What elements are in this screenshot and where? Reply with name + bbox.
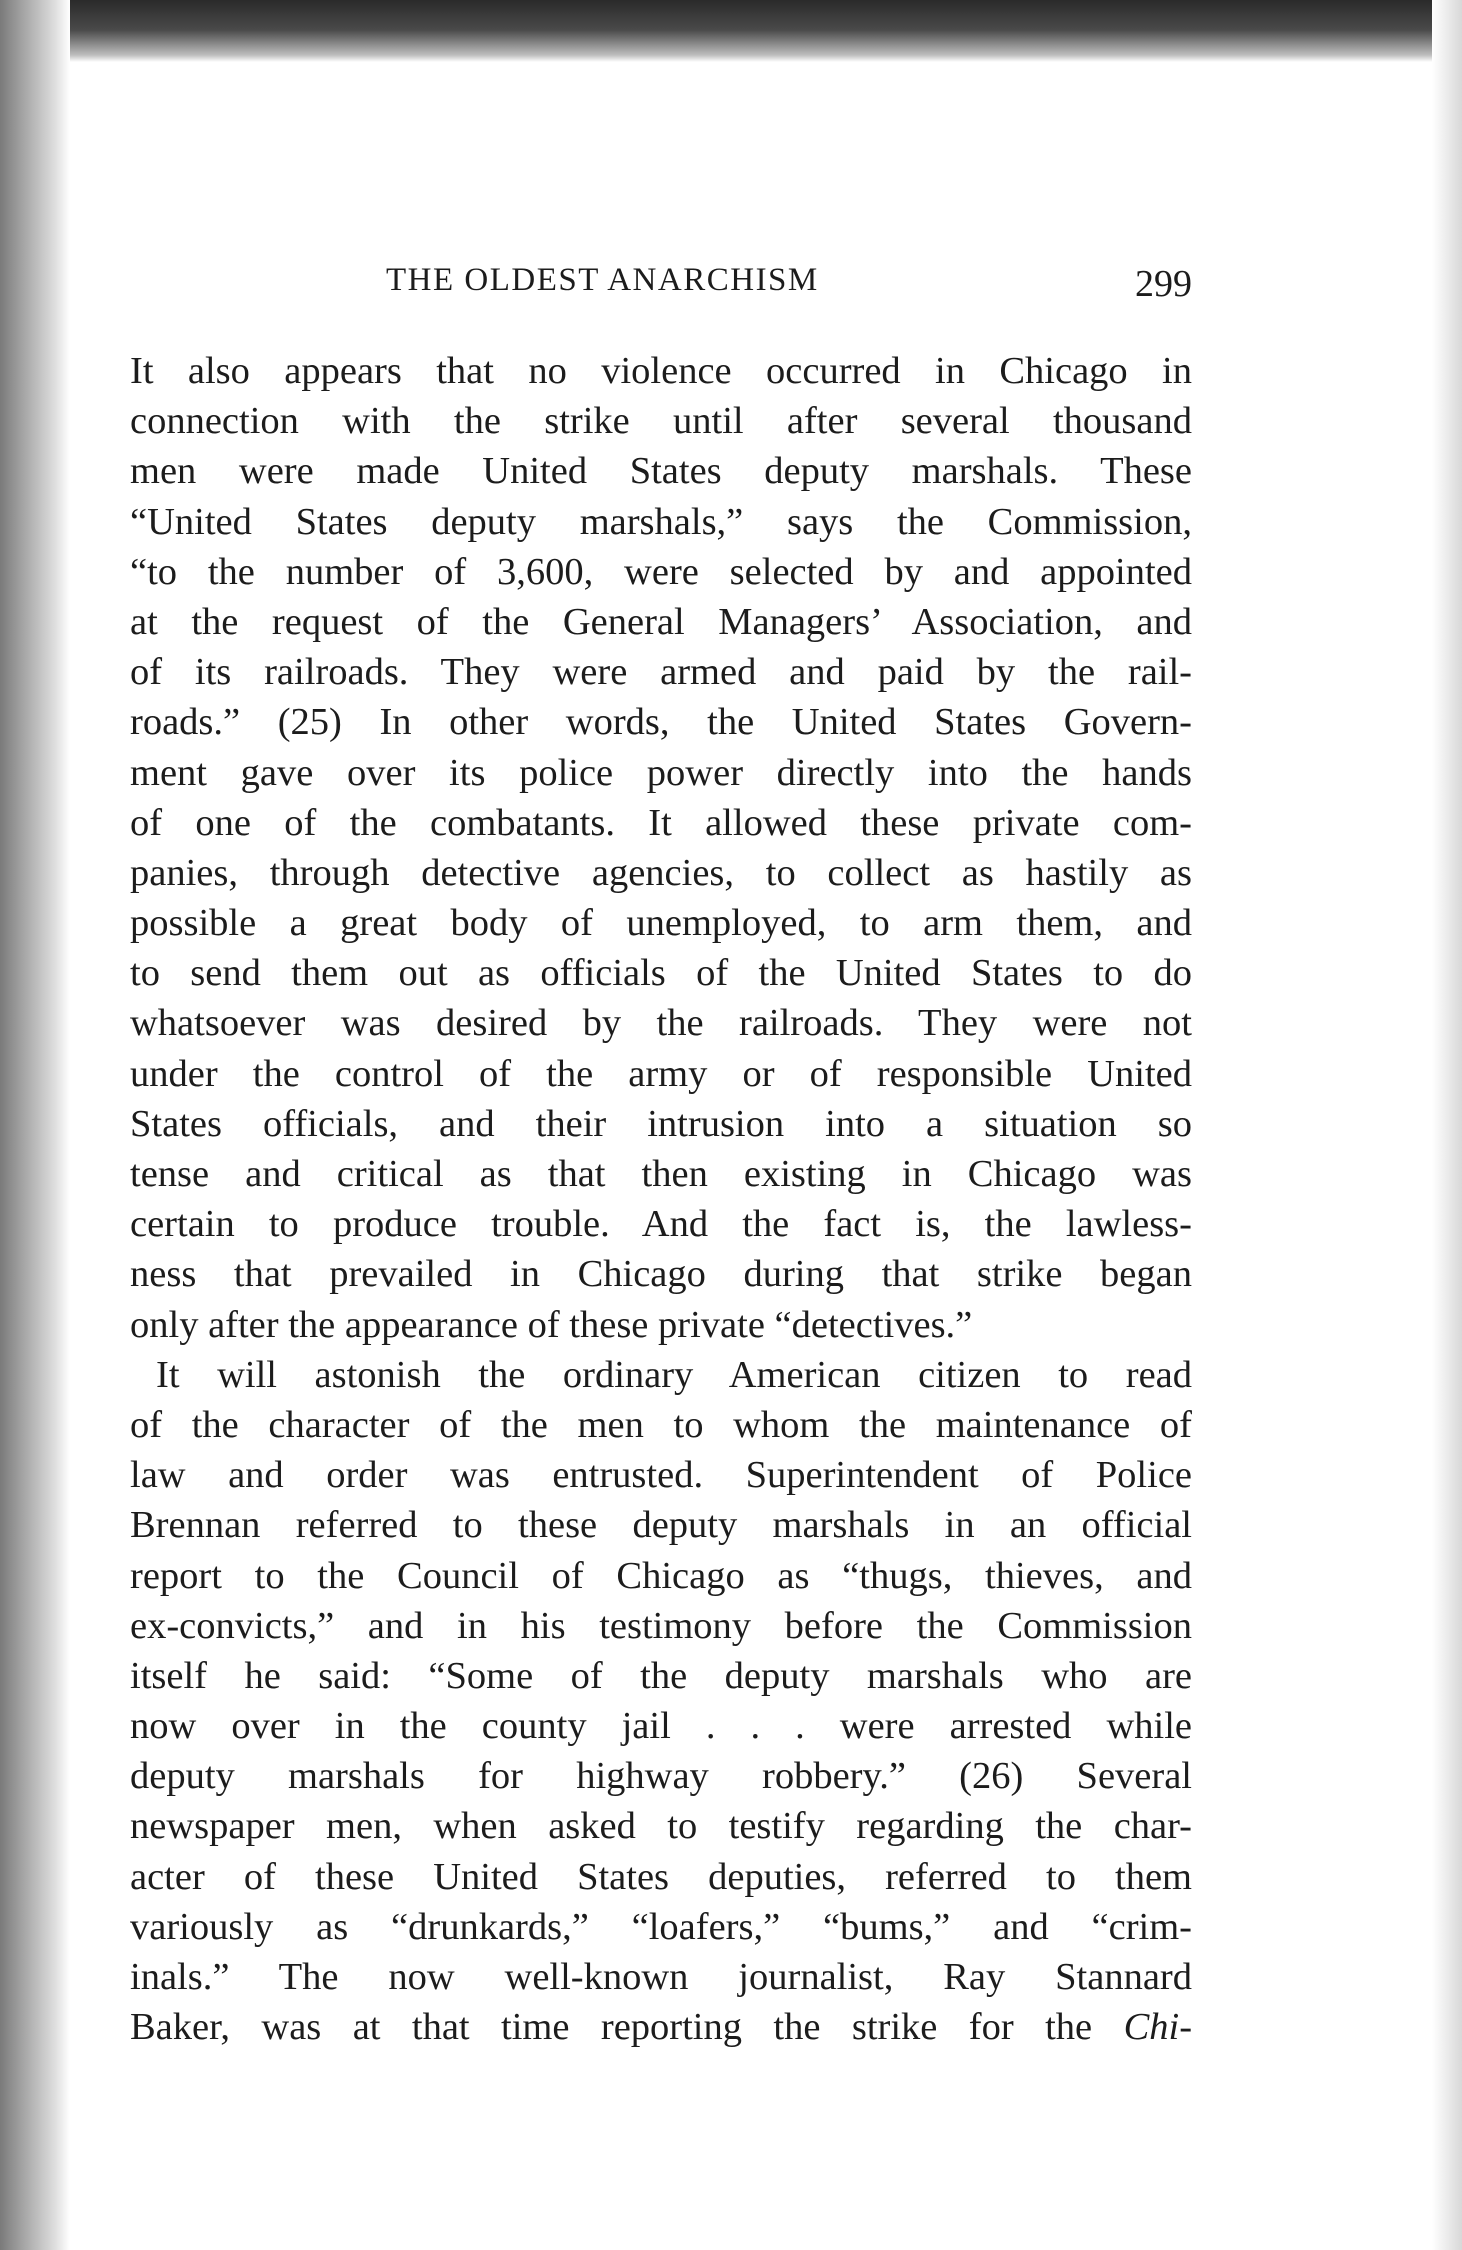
text-line: at the request of the General Managers’ Association, and	[130, 600, 1192, 643]
text-line: of its railroads. They were armed and paid by the rail-	[130, 651, 1192, 694]
book-page	[130, 262, 1193, 2049]
text-line: of one of the combatants. It allowed these private com-	[130, 801, 1192, 844]
page-number: 299	[1135, 263, 1192, 305]
text-line: report to the Council of Chicago as “thugs, thieves, and	[130, 1554, 1192, 1597]
text-line: law and order was entrusted. Superintendent of Police	[130, 1454, 1192, 1497]
text-line: ment gave over its police power directly into the hands	[130, 751, 1192, 794]
paragraph-start-line: It will astonish the ordinary American citizen to read	[156, 1353, 1192, 1396]
text-line: ness that prevailed in Chicago during that strike began	[130, 1253, 1192, 1296]
text-line: connection with the strike until after several thousand	[130, 400, 1192, 443]
text-line: States officials, and their intrusion into a situation so	[130, 1102, 1192, 1145]
scan-shadow-left	[0, 0, 70, 2250]
text-line: variously as “drunkards,” “loafers,” “bums,” and “crim-	[130, 1905, 1192, 1948]
paragraph-end-line: only after the appearance of these private “detectives.”	[130, 1303, 973, 1346]
text-line: deputy marshals for highway robbery.” (26) Several	[130, 1755, 1192, 1798]
text-line: certain to produce trouble. And the fact is, the lawless-	[130, 1203, 1192, 1246]
text-line: newspaper men, when asked to testify regarding the char-	[130, 1805, 1192, 1848]
scan-shadow-top	[0, 0, 1462, 62]
text-line: panies, through detective agencies, to collect as hastily as	[130, 851, 1192, 894]
final-line-text: Baker, was at that time reporting the strike for the	[130, 2006, 1093, 2049]
text-line: under the control of the army or of responsible United	[130, 1052, 1192, 1095]
running-title: THE OLDEST ANARCHISM	[386, 262, 819, 298]
text-line: roads.” (25) In other words, the United States Govern-	[130, 701, 1192, 744]
text-line: It also appears that no violence occurred in Chicago in	[130, 350, 1192, 392]
text-line: possible a great body of unemployed, to arm them, and	[130, 902, 1192, 945]
text-line: now over in the county jail . . . were arrested while	[130, 1705, 1192, 1748]
text-line: Brennan referred to these deputy marshals in an official	[130, 1504, 1192, 1547]
text-line: inals.” The now well-known journalist, Ray Stannard	[130, 1956, 1192, 1998]
text-line: of the character of the men to whom the maintenance of	[130, 1403, 1192, 1446]
text-line: ex-convicts,” and in his testimony before the Commission	[130, 1604, 1192, 1647]
text-line: itself he said: “Some of the deputy marshals who are	[130, 1654, 1192, 1697]
text-line: acter of these United States deputies, referred to them	[130, 1855, 1192, 1898]
text-line: “United States deputy marshals,” says the Commission,	[130, 500, 1192, 543]
text-line: “to the number of 3,600, were selected by and appointed	[130, 550, 1192, 593]
scan-shadow-right	[1432, 0, 1462, 2250]
text-line: tense and critical as that then existing in Chicago was	[130, 1153, 1192, 1195]
body-text	[130, 346, 1192, 2052]
text-line-final	[130, 2002, 1192, 2052]
text-line: men were made United States deputy marshals. These	[130, 450, 1192, 493]
text-line: to send them out as officials of the United States to do	[130, 952, 1192, 995]
running-head	[130, 262, 1192, 324]
italic-word-fragment: Chi-	[1123, 2006, 1193, 2049]
text-line: whatsoever was desired by the railroads. They were not	[130, 1002, 1192, 1045]
